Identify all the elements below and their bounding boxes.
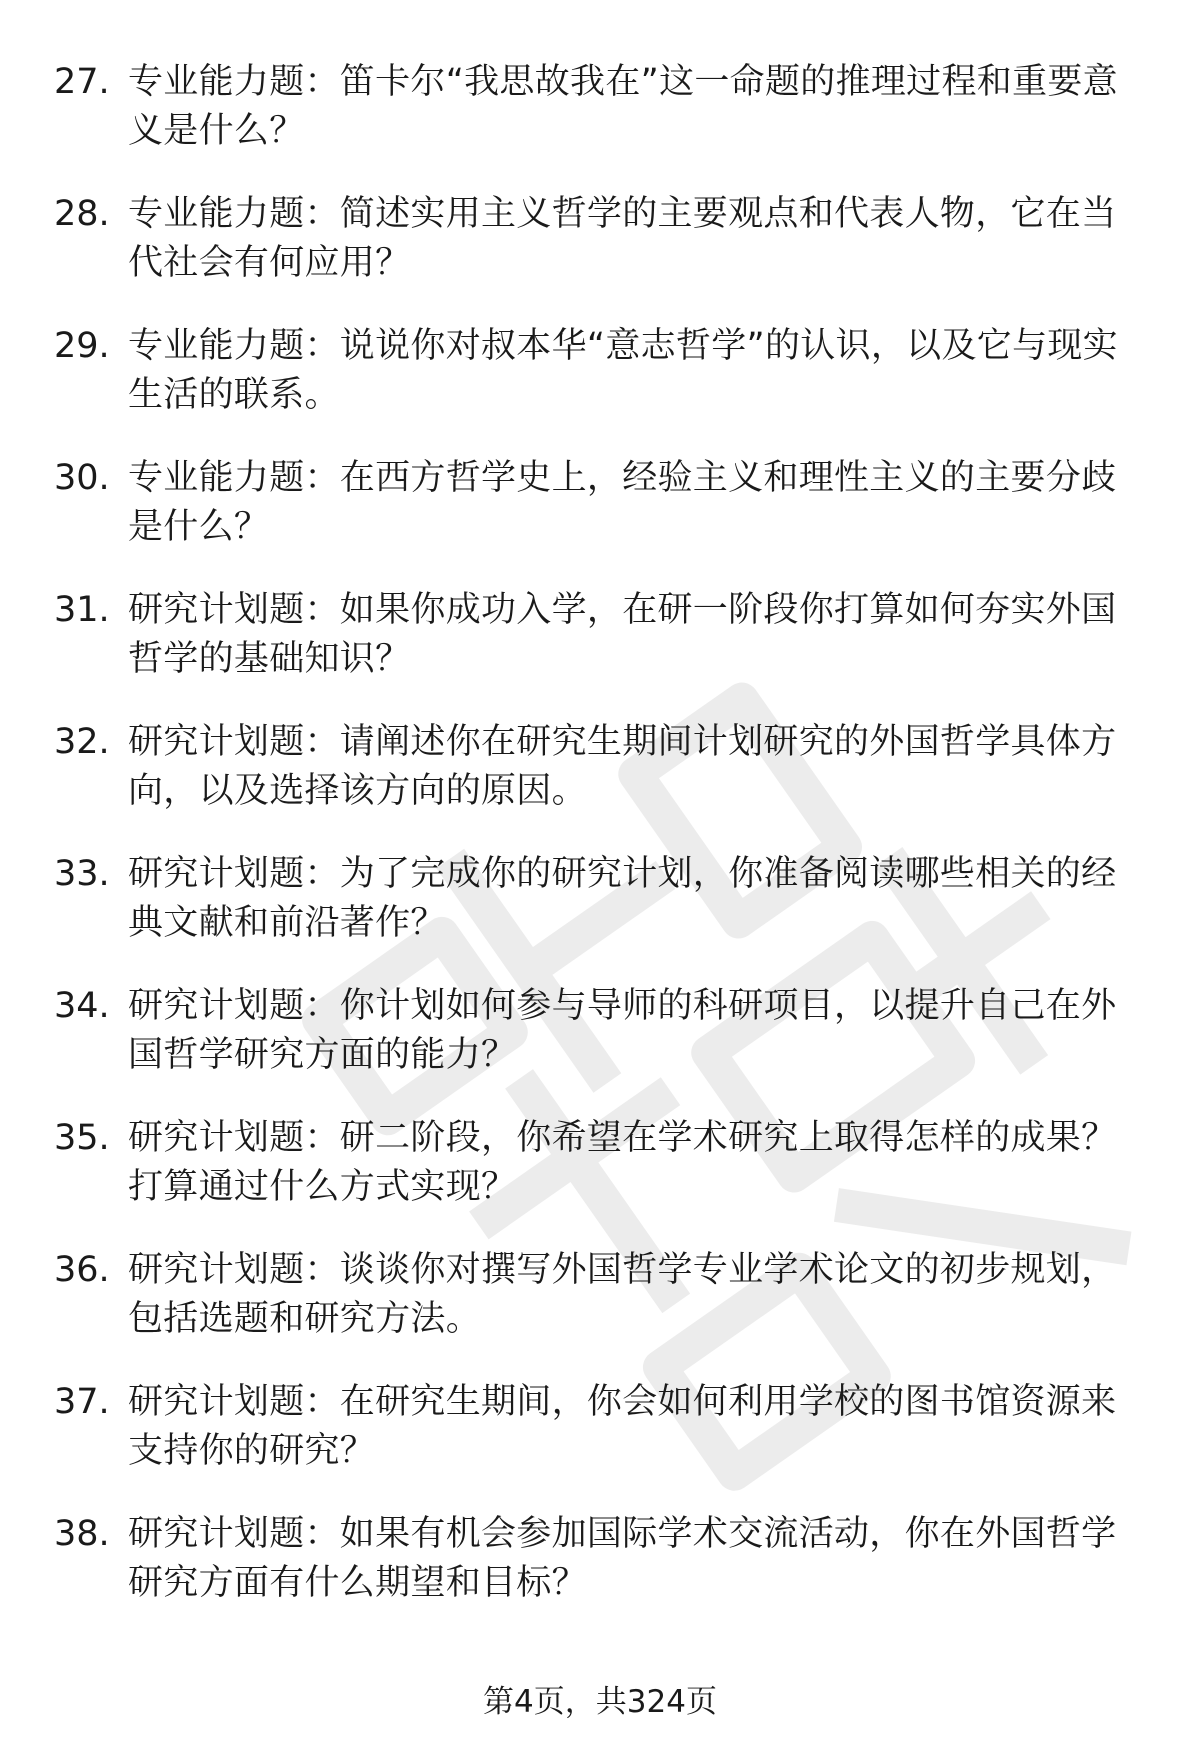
- question-text: 研究计划题：在研究生期间，你会如何利用学校的图书馆资源来支持你的研究？: [128, 1382, 1117, 1471]
- question-text: 研究计划题：请阐述你在研究生期间计划研究的外国哲学具体方向，以及选择该方向的原因。: [128, 722, 1117, 811]
- question-item: [0, 1246, 1200, 1378]
- question-item: [0, 850, 1200, 982]
- question-text: 专业能力题：简述实用主义哲学的主要观点和代表人物，它在当代社会有何应用？: [128, 194, 1117, 283]
- question-item: [0, 190, 1200, 322]
- question-item: [0, 322, 1200, 454]
- question-number: 32.: [54, 722, 110, 762]
- question-text: 研究计划题：如果你成功入学，在研一阶段你打算如何夯实外国哲学的基础知识？: [128, 590, 1117, 679]
- question-number: 30.: [54, 458, 110, 498]
- question-item: [0, 718, 1200, 850]
- question-item: [0, 1378, 1200, 1510]
- question-item: [0, 982, 1200, 1114]
- question-text: 研究计划题：为了完成你的研究计划，你准备阅读哪些相关的经典文献和前沿著作？: [128, 854, 1117, 943]
- question-text: 专业能力题：笛卡尔“我思故我在”这一命题的推理过程和重要意义是什么？: [128, 62, 1118, 151]
- question-item: [0, 586, 1200, 718]
- question-text: 研究计划题：研二阶段，你希望在学术研究上取得怎样的成果？打算通过什么方式实现？: [128, 1118, 1117, 1207]
- question-text: 研究计划题：谈谈你对撰写外国哲学专业学术论文的初步规划，包括选题和研究方法。: [128, 1250, 1117, 1339]
- question-item: [0, 1510, 1200, 1642]
- question-number: 31.: [54, 590, 110, 630]
- question-number: 27.: [54, 62, 110, 102]
- question-number: 28.: [54, 194, 110, 234]
- question-text: 专业能力题：在西方哲学史上，经验主义和理性主义的主要分歧是什么？: [128, 458, 1117, 547]
- page-number-label: 第4页，共324页: [483, 1684, 717, 1720]
- question-number: 38.: [54, 1514, 110, 1554]
- question-number: 34.: [54, 986, 110, 1026]
- question-number: 37.: [54, 1382, 110, 1422]
- question-item: [0, 454, 1200, 586]
- question-number: 33.: [54, 854, 110, 894]
- question-text: 专业能力题：说说你对叔本华“意志哲学”的认识，以及它与现实生活的联系。: [128, 326, 1118, 415]
- question-item: [0, 1114, 1200, 1246]
- question-list: [0, 58, 1200, 1642]
- question-text: 研究计划题：如果有机会参加国际学术交流活动，你在外国哲学研究方面有什么期望和目标？: [128, 1514, 1117, 1603]
- question-number: 29.: [54, 326, 110, 366]
- question-text: 研究计划题：你计划如何参与导师的科研项目，以提升自己在外国哲学研究方面的能力？: [128, 986, 1117, 1075]
- question-number: 35.: [54, 1118, 110, 1158]
- question-item: [0, 58, 1200, 190]
- page-footer: [0, 1682, 1200, 1722]
- question-number: 36.: [54, 1250, 110, 1290]
